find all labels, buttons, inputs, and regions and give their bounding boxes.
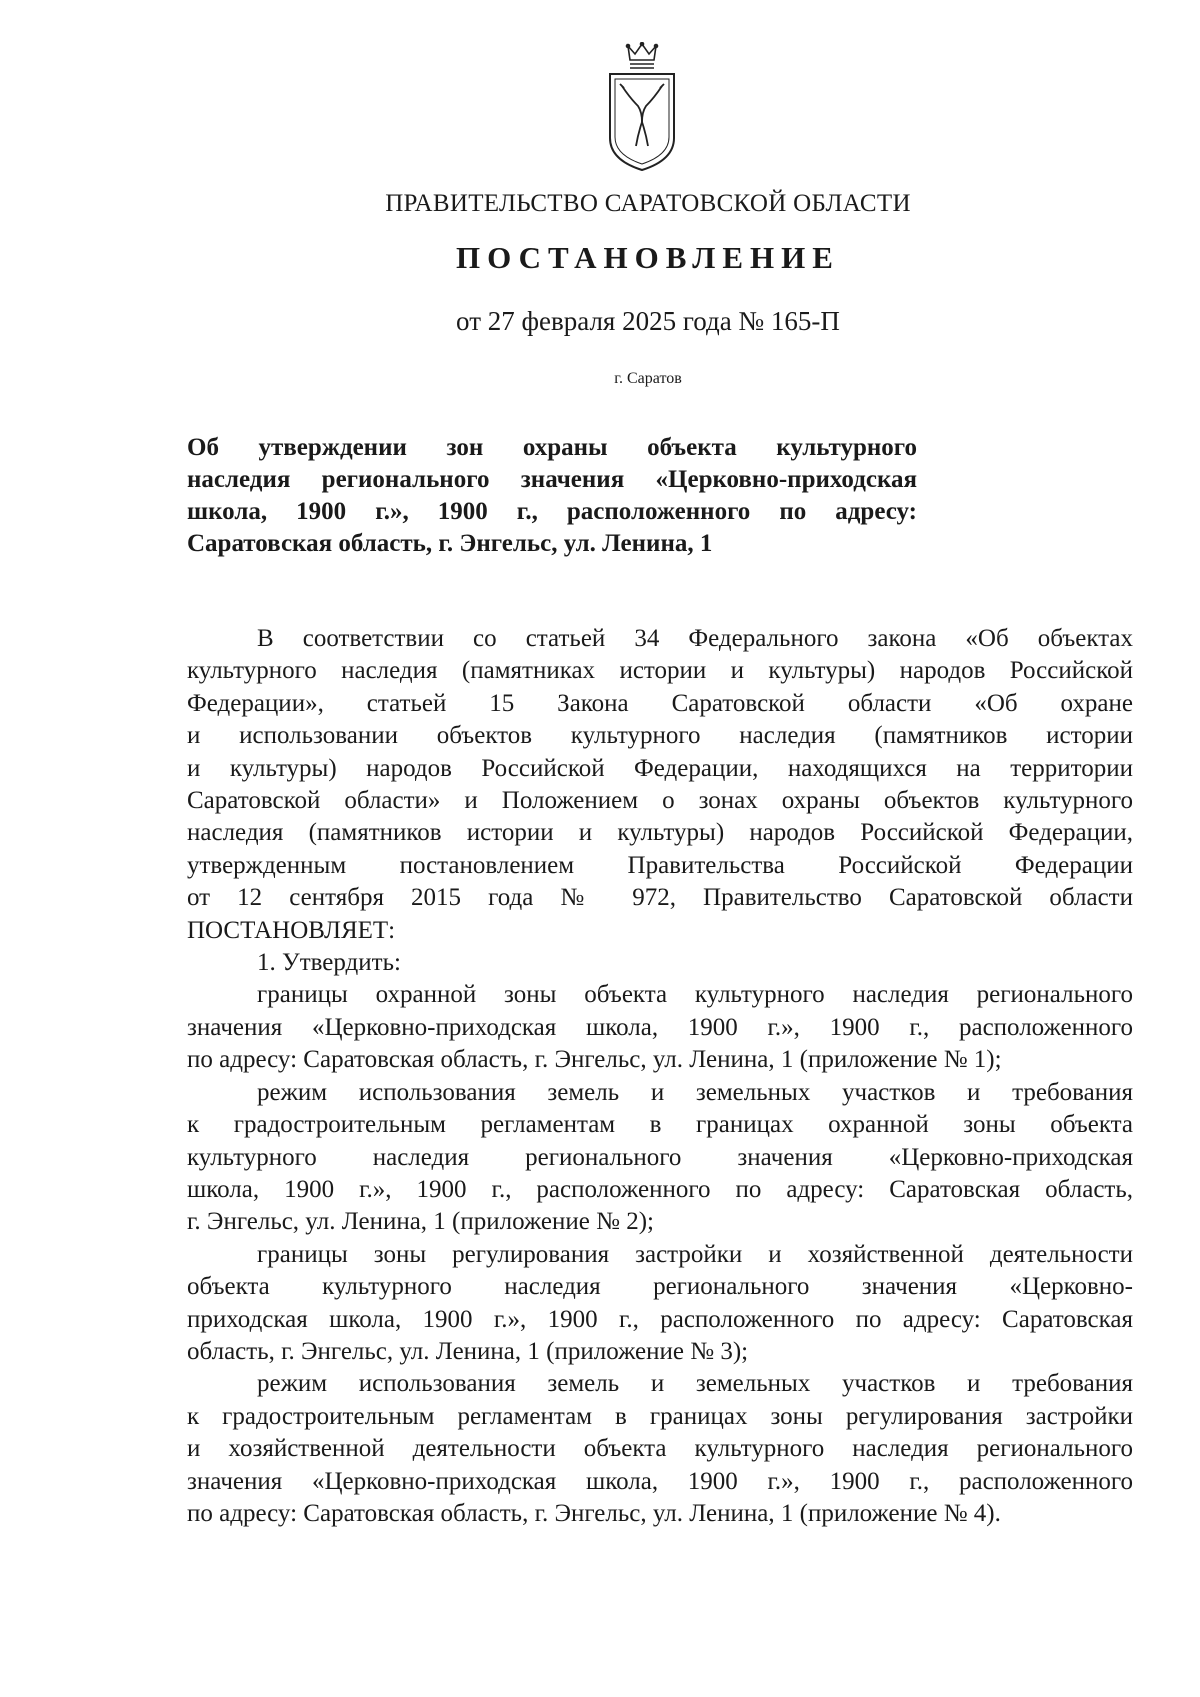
title-line: Об утверждении зон охраны объекта культурного	[187, 434, 917, 461]
body-line: границы охранной зоны объекта культурного наследия регионального	[257, 981, 1133, 1009]
body-line: и хозяйственной деятельности объекта культурного наследия регионального	[187, 1435, 1133, 1463]
document-date-number: от 27 февраля 2025 года № 165-П	[456, 306, 840, 336]
body-line: г. Энгельс, ул. Ленина, 1 (приложение № 2);	[187, 1208, 655, 1236]
document-body	[187, 623, 1133, 1530]
body-line: культурного наследия (памятниках истории и культуры) народов Российской	[187, 657, 1133, 685]
body-line: по адресу: Саратовская область, г. Энгельс, ул. Ленина, 1 (приложение № 4).	[187, 1499, 1001, 1527]
body-line: ПОСТАНОВЛЯЕТ:	[187, 916, 396, 944]
body-line: В соответствии со статьей 34 Федерального закона «Об объектах	[257, 625, 1133, 652]
body-line: от 12 сентября 2015 года № 972, Правительство Саратовской области	[187, 884, 1133, 912]
body-line: область, г. Энгельс, ул. Ленина, 1 (приложение № 3);	[187, 1337, 749, 1365]
title-line: школа, 1900 г.», 1900 г., расположенного по адресу:	[187, 498, 917, 525]
document-type: ПОСТАНОВЛЕНИЕ	[456, 240, 840, 275]
body-line: значения «Церковно-приходская школа, 1900 г.», 1900 г., расположенного	[187, 1467, 1133, 1495]
title-line: Саратовская область, г. Энгельс, ул. Ленина, 1	[187, 530, 713, 557]
title-line: наследия регионального значения «Церковно-приходская	[187, 466, 917, 493]
body-line: и использовании объектов культурного наследия (памятников истории	[187, 722, 1133, 750]
body-line: наследия (памятников истории и культуры) народов Российской Федерации,	[187, 819, 1133, 847]
body-line: к градостроительным регламентам в границах охранной зоны объекта	[187, 1111, 1133, 1139]
body-line: к градостроительным регламентам в границах зоны регулирования застройки	[187, 1402, 1133, 1430]
body-line: границы зоны регулирования застройки и хозяйственной деятельности	[257, 1240, 1133, 1268]
body-line: по адресу: Саратовская область, г. Энгельс, ул. Ленина, 1 (приложение № 1);	[187, 1046, 1002, 1074]
body-line: Саратовской области» и Положением о зонах охраны объектов культурного	[187, 787, 1133, 815]
document-title	[187, 432, 917, 560]
document-city: г. Саратов	[614, 370, 682, 387]
body-line: приходская школа, 1900 г.», 1900 г., расположенного по адресу: Саратовская	[187, 1305, 1133, 1333]
body-line: школа, 1900 г.», 1900 г., расположенного по адресу: Саратовская область,	[187, 1175, 1133, 1203]
body-line: Федерации», статьей 15 Закона Саратовской области «Об охране	[187, 689, 1133, 717]
body-line: культурного наследия регионального значения «Церковно-приходская	[187, 1143, 1133, 1171]
government-name: ПРАВИТЕЛЬСТВО САРАТОВСКОЙ ОБЛАСТИ	[385, 190, 911, 217]
body-line: 1. Утвердить:	[257, 949, 401, 977]
body-line: значения «Церковно-приходская школа, 1900 г.», 1900 г., расположенного	[187, 1013, 1133, 1041]
body-line: утвержденным постановлением Правительства Российской Федерации	[187, 851, 1133, 879]
body-line: режим использования земель и земельных участков и требования	[257, 1370, 1133, 1398]
body-line: объекта культурного наследия регионального значения «Церковно-	[187, 1273, 1133, 1301]
body-line: режим использования земель и земельных участков и требования	[257, 1078, 1133, 1106]
body-line: и культуры) народов Российской Федерации, находящихся на территории	[187, 754, 1133, 782]
coat-of-arms-icon	[600, 42, 684, 172]
